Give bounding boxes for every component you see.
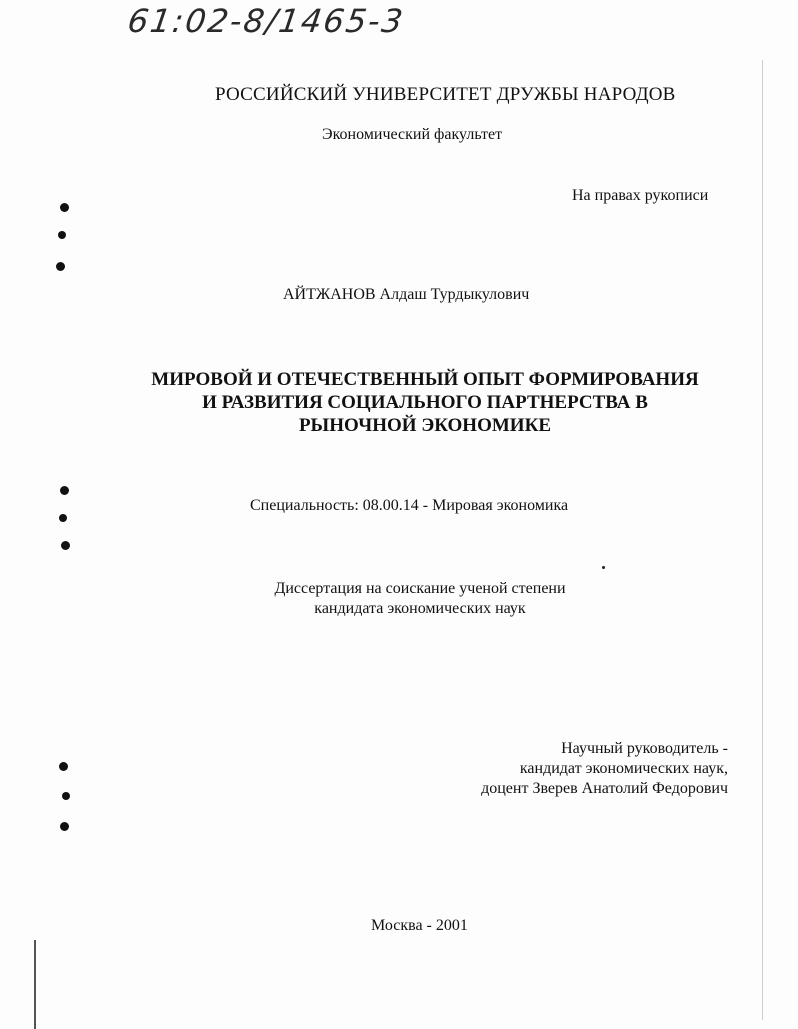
author-name: АЙТЖАНОВ Алдаш Турдыкулович — [283, 286, 530, 303]
binding-hole-mark — [56, 262, 65, 271]
supervisor-line: Научный руководитель - — [561, 740, 728, 757]
archive-stamp: 61:02-8/1465-3 — [125, 2, 407, 40]
binding-hole-mark — [59, 514, 67, 522]
title-line: И РАЗВИТИЯ СОЦИАЛЬНОГО ПАРТНЕРСТВА В — [202, 392, 648, 413]
rights-note: На правах рукописи — [572, 187, 709, 204]
specialty: Специальность: 08.00.14 - Мировая экономика — [250, 497, 569, 514]
binding-hole-mark — [60, 822, 69, 831]
scan-speck — [602, 566, 605, 569]
title-line: РЫНОЧНОЙ ЭКОНОМИКЕ — [298, 415, 552, 436]
binding-hole-mark — [62, 792, 70, 800]
degree-line: Диссертация на соискание ученой степени — [274, 580, 566, 597]
university-name: РОССИЙСКИЙ УНИВЕРСИТЕТ ДРУЖБЫ НАРОДОВ — [215, 84, 676, 105]
binding-hole-mark — [59, 762, 68, 771]
scan-edge-mark — [34, 940, 36, 1029]
supervisor-line: доцент Зверев Анатолий Федорович — [481, 780, 728, 797]
title-line: МИРОВОЙ И ОТЕЧЕСТВЕННЫЙ ОПЫТ ФОРМИРОВАНИЯ — [151, 369, 699, 390]
binding-hole-mark — [58, 231, 66, 239]
supervisor-line: кандидат экономических наук, — [519, 760, 728, 777]
degree-statement — [220, 579, 620, 619]
supervisor-block — [481, 739, 728, 799]
scan-edge-line — [762, 60, 763, 1020]
binding-hole-mark — [60, 203, 69, 212]
degree-line: кандидата экономических наук — [314, 600, 526, 617]
dissertation-title — [100, 368, 750, 437]
binding-hole-mark — [61, 541, 70, 550]
binding-hole-mark — [60, 486, 69, 495]
faculty-name: Экономический факультет — [322, 126, 503, 143]
city-year: Москва - 2001 — [371, 917, 468, 934]
